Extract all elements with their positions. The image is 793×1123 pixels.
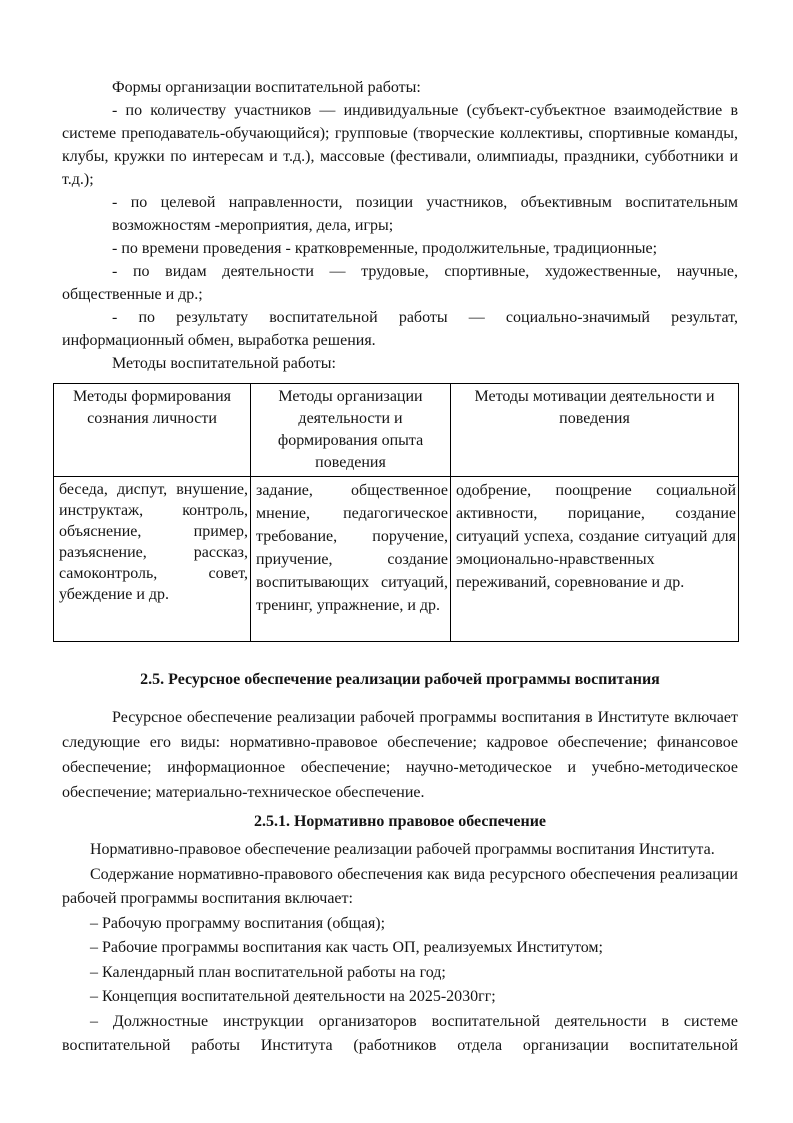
section-heading-2-5-1: 2.5.1. Нормативно правовое обеспечение xyxy=(253,813,547,830)
table-body-cell-motivation: одобрение, поощрение социальной активности, порицание, создание ситуаций успеха, создание ситуаций для эмоционально-нравственных переживаний, соревнование и др. xyxy=(451,477,739,642)
section-2-5-paragraph: Ресурсное обеспечение реализации рабочей программы воспитания в Институте включает следующие его виды: нормативно-правовое обеспечение; кадровое обеспечение; финансовое обеспечение; информационное обеспечение; научно-методическое и учебно-методическое обеспечение; материально-техническое обеспечение. xyxy=(62,709,738,801)
list-item-calendar-plan: – Календарный план воспитательной работы на год; xyxy=(90,963,446,981)
list-item-job-descriptions: – Должностные инструкции организаторов воспитательной деятельности в системе воспитательной работы Института (работников отдела организации воспитательной xyxy=(62,1012,738,1054)
intro-paragraph-by-activity: - по видам деятельности — трудовые, спортивные, художественные, научные, общественные и др.; xyxy=(62,263,738,303)
table-header-cell-motivation: Методы мотивации деятельности и поведения xyxy=(451,384,739,477)
intro-paragraph-by-participants: - по количеству участников — индивидуальные (субъект-субъектное взаимодействие в системе преподаватель-обучающийся); групповые (творческие коллективы, спортивные команды, клубы, кружки по интересам и т.д.), массовые (фестивали, олимпиады, праздники, субботники и т.д.); xyxy=(62,102,738,188)
table-body-cell-organization: задание, общественное мнение, педагогическое требование, поручение, приучение, создание воспитывающих ситуаций, тренинг, упражнение, и др. xyxy=(251,477,451,642)
section-heading-2-5: 2.5. Ресурсное обеспечение реализации рабочей программы воспитания xyxy=(140,671,660,688)
section-2-5-1-paragraph-intro: Нормативно-правовое обеспечение реализации рабочей программы воспитания Института. xyxy=(90,841,715,858)
list-item-concept-2025-2030: – Концепция воспитательной деятельности на 2025-2030гг; xyxy=(90,988,496,1005)
section-2-5-1-paragraph-contents: Содержание нормативно-правового обеспечения как вида ресурсного обеспечения реализации рабочей программы воспитания включает: xyxy=(62,865,738,907)
section-2-5 xyxy=(62,705,738,805)
intro-paragraph-by-purpose: - по целевой направленности, позиции участников, объективным воспитательным возможностям -мероприятия, дела, игры; xyxy=(112,194,738,234)
list-item-op-programs: – Рабочие программы воспитания как часть ОП, реализуемых Институтом; xyxy=(90,939,603,956)
intro-paragraph-by-result: - по результату воспитательной работы — социально-значимый результат, информационный обмен, выработка решения. xyxy=(62,309,738,349)
table-header-cell-organization: Методы организации деятельности и формирования опыта поведения xyxy=(251,384,451,477)
intro-paragraph-forms-title: Формы организации воспитательной работы: xyxy=(112,79,421,96)
table-body-cell-consciousness: беседа, диспут, внушение, инструктаж, контроль, объяснение, пример, разъяснение, рассказ, самоконтроль, совет, убеждение и др. xyxy=(54,477,251,642)
list-item-work-program: – Рабочую программу воспитания (общая); xyxy=(90,914,386,932)
intro-paragraph-by-time: - по времени проведения - кратковременные, продолжительные, традиционные; xyxy=(112,240,658,257)
methods-table-header-row xyxy=(54,384,739,477)
methods-table-body-row xyxy=(54,477,739,642)
intro-paragraph-methods-title: Методы воспитательной работы: xyxy=(112,355,336,372)
table-header-cell-consciousness: Методы формирования сознания личности xyxy=(54,384,251,477)
intro-section xyxy=(62,76,738,375)
methods-table xyxy=(53,383,739,642)
section-2-5-1 xyxy=(62,838,738,1059)
